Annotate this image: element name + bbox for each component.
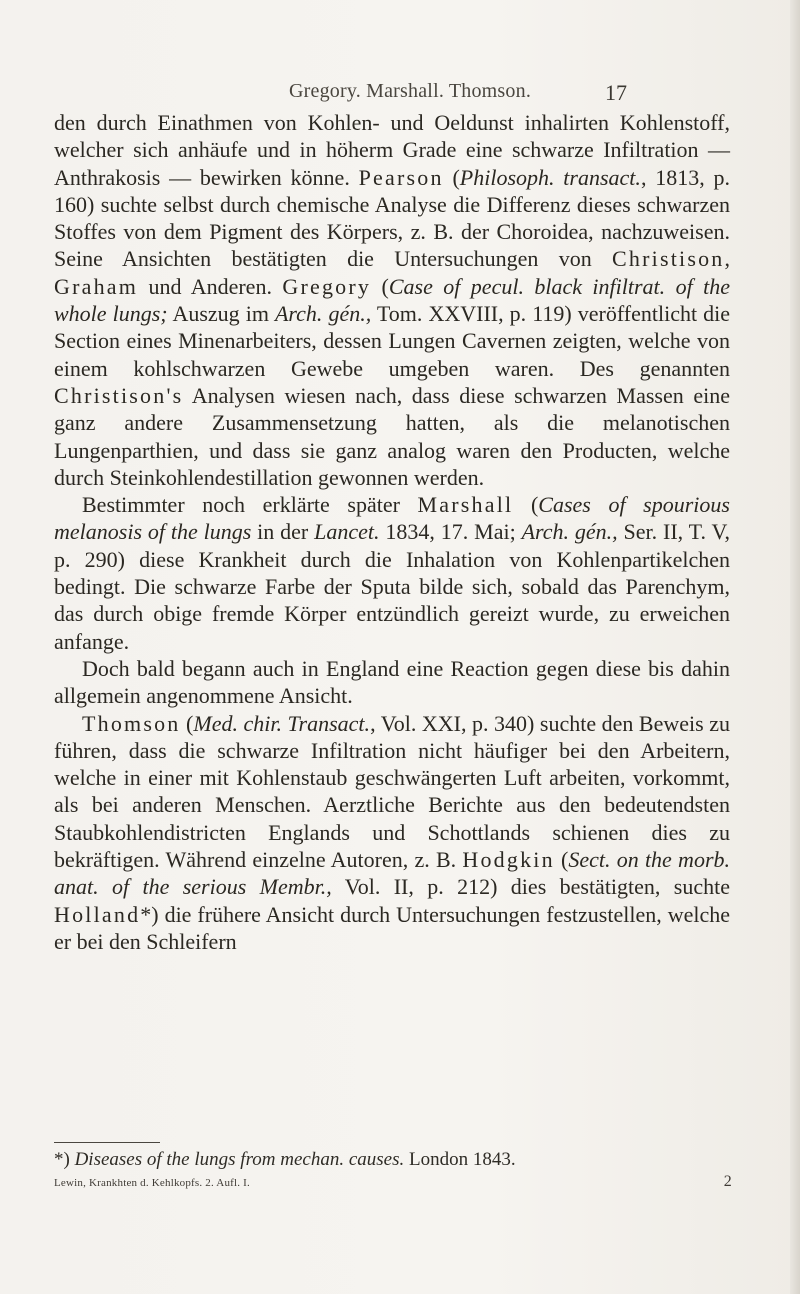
paragraph-3 — [54, 655, 730, 710]
text-run: Analysen wiesen nach, dass diese schwarzen Massen eine ganz andere Zusammensetzung hatten, als die melanotischen Lungenparthien, und dass sie ganz analog waren den Producten, welche durch Steinkohlendestillation gewonnen werden. — [54, 382, 730, 490]
text-run: ( — [554, 847, 569, 873]
text-run: in der — [251, 519, 315, 545]
text-run: ( — [443, 164, 460, 190]
citation-title: Lancet. — [314, 519, 380, 545]
text-run: und Anderen. — [138, 273, 283, 299]
text-run: Bestimmter noch erklärte später — [82, 492, 418, 518]
text-run: ( — [180, 710, 194, 736]
citation-title: Case of pecul. black infiltrat. of the whole lungs; — [54, 273, 731, 327]
text-run: Vol. II, p. 212) dies bestätigten, suchte — [331, 874, 730, 900]
author-name: Holland — [54, 901, 141, 927]
citation-title: Arch. gén., — [274, 301, 372, 327]
footnote-rule — [54, 1142, 160, 1143]
citation-title: Sect. on the morb. anat. of the serious Membr., — [54, 847, 731, 900]
text-run: ( — [371, 273, 389, 299]
paragraph-4 — [54, 710, 730, 956]
footnote-title: Diseases of the lungs from mechan. causes. — [74, 1149, 405, 1170]
author-name: Christison's — [54, 382, 184, 408]
footnote-line — [54, 1149, 730, 1171]
running-header: Gregory. Marshall. Thomson. — [288, 80, 532, 102]
footnote-place: London 1843. — [404, 1149, 516, 1170]
text-run: 1834, 17. Mai; — [379, 519, 522, 545]
citation-title: Philosoph. transact. — [459, 164, 641, 190]
text-run: ( — [513, 492, 539, 518]
text-run: den durch Einathmen von Kohlen- und Oeldunst inhalirten Kohlenstoff, welcher sich anhäufe und in höherm Grade eine schwarze Infiltration — Anthrakosis — bewirken könne. — [54, 110, 730, 190]
page-number: 17 — [605, 80, 627, 105]
text-run: Ser. II, T. V, p. 290) diese Krankheit durch die Inhalation von Kohlenpartikelchen bedingt. Die schwarze Farbe der Sputa bilde sich, sobald das Parenchym, das durch obige fremde Körper entzündlich gereizt wurde, zu erweichen anfange. — [54, 519, 730, 654]
paragraph-1 — [54, 109, 730, 491]
footnote — [54, 1149, 730, 1171]
signature-text: Lewin, Krankhten d. Kehlkopfs. 2. Aufl. I. — [54, 1177, 250, 1189]
text-run: , — [724, 246, 730, 272]
citation-title: Arch. gén., — [521, 519, 618, 545]
author-name: Pearson — [358, 164, 444, 190]
text-run: Doch bald begann auch in England eine Reaction gegen diese bis dahin allgemein angenommene Ansicht. — [54, 655, 730, 709]
footnote-marker: *) — [54, 1149, 75, 1170]
text-run: *) die frühere Ansicht durch Untersuchungen festzustellen, welche er bei den Schleifern — [54, 901, 730, 954]
citation-title: Cases of spourious melanosis of the lungs — [54, 492, 730, 545]
author-name: Graham — [54, 273, 139, 299]
text-run: , Vol. XXI, p. 340) suchte den Beweis zu führen, dass die schwarze Infiltration nicht häufiger bei den Arbeitern, welche in einer mit Kohlenstaub geschwängerten Luft arbeiten, vorkommt, als bei anderen Menschen. Aerztliche Berichte aus den bedeutendsten Staubkohlendistricten Englands und Schottlands schienen dies zu bekräftigen. Während einzelne Autoren, z. B. — [54, 710, 730, 873]
author-name: Marshall — [417, 492, 514, 518]
text-run: Auszug im — [167, 301, 275, 327]
text-run: , 1813, p. 160) suchte selbst durch chemische Analyse die Differenz dieses schwarzen Stoffes von dem Pigment des Körpers, z. B. der Choroidea, nachzuweisen. Seine Ansichten bestätigten die Untersuchungen von — [54, 164, 731, 272]
paragraph-2 — [54, 491, 730, 655]
printer-signature — [54, 1173, 744, 1191]
author-name: Gregory — [282, 273, 372, 299]
author-name: Hodgkin — [462, 847, 555, 873]
page-edge — [790, 0, 800, 1294]
author-name: Thomson — [82, 710, 181, 736]
text-run: Tom. XXVIII, p. 119) veröffentlicht die Section eines Minenarbeiters, dessen Lungen Cavernen zeigten, welche von einem kohlschwarzen Gewebe umgeben waren. Des genannten — [54, 301, 730, 381]
author-name: Christison — [612, 246, 725, 272]
signature-number: 2 — [723, 1173, 732, 1190]
citation-title: Med. chir. Transact. — [193, 710, 371, 736]
body-text — [54, 109, 730, 955]
